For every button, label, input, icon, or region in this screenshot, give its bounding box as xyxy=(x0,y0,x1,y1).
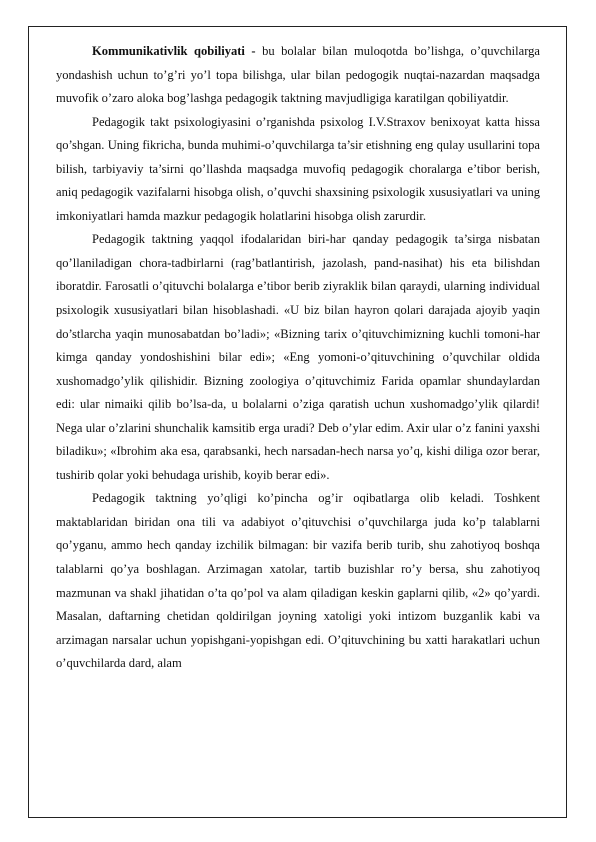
paragraph-tact-expression: Pedagogik taktning yaqqol ifodalaridan biri-har qanday pedagogik ta’sirga nisbatan qo’llaniladigan chora-tadbirlarni (rag’batlantirish, jazolash, pand-nasihat) his eta bilishdan iboratdir. Farosatli o’qituvchi bolalarga e’tibor berib ziyraklik bilan qaraydi, ularning individual psixologik xususiyatlari bilan hisoblashadi. «U biz bilan hayron qolari darajada ajoyib yaqin do’stlarcha yaqin munosabatdan bo’ladi»; «Bizning tarix o’qituvchimizning kuchli tomoni-har kimga qanday yondoshishini bilar edi»; «Eng yomoni-o’qituvchining o’quvchilar oldida xushomadgo’ylik qilishidir. Bizning zoologiya o’qituvchimiz Farida opamlar shundaylardan edi: ular nimaiki qilib bo’lsa-da, u bolalarni o’ziga qaratish uchun xushomadgo’ylik qilardi! Nega ular o’zlarini shunchalik kamsitib erga uradi? Deb o’ylar edim. Axir ular o’z fanini yaxshi biladiku»; «Ibrohim aka esa, qarabsanki, hech narsadan-hech narsa yo’q, kishi diliga ozor berar, tushirib qolar yoki behudaga urishib, koyib berar edi». xyxy=(56,232,540,482)
paragraph-lack-of-tact: Pedagogik taktning yo’qligi ko’pincha og’ir oqibatlarga olib keladi. Toshkent maktablaridan biridan ona tili va adabiyot o’qituvchisi o’quvchilarga juda ko’p talablarni qo’yganu, ammo hech qanday izchilik bilmagan: bir vazifa berib turib, shu zahotiyoq boshqa talablarni qo’ya boshlagan. Arzimagan xatolar, tartib buzishlar ro’y bersa, shu zahotiyoq mazmunan va shakl jihatidan o’ta qo’pol va alam qiladigan keskin gaplarni qilib, «2» qo’yardi. Masalan, daftarning chetidan qoldirilgan joyning xatoligi yoki intizom buzganlik kabi va arzimagan narsalar uchun yopishgani-yopishgan edi. O’qituvchining bu xatti harakatlari uchun o’quvchilarda dard, alam xyxy=(56,491,540,671)
paragraph-text: bu bolalar bilan muloqotda bo’lishga, o’quvchilarga yondashish uchun to’g’ri yo’l topa bilishga, ular bilan pedogogik nuqtai-nazardan maqsadga muvofik o’zaro aloka bog’lashga pedagogik taktning mavjudligiga karatilgan qobiliyatdir. xyxy=(56,44,540,106)
paragraph-communicative-ability xyxy=(56,40,540,111)
paragraph-pedagogical-tact: Pedagogik takt psixologiyasini o’rganishda psixolog I.V.Straxov benixoyat katta hissa qo’shgan. Uning fikricha, bunda muhimi-o’quvchilarga ta’sir etishning eng qulay usullarini topa bilish, tarbiyaviy ta’sirni qo’llashda maqsadga muvofiq pedagogik choralarga e’tibor berish, aniq pedagogik vazifalarni hisobga olish, o’quvchi shaxsining psixologik xususiyatlari va uning imkoniyatlari hamda mazkur pedagogik holatlarini hisobga olish zarurdir. xyxy=(56,114,540,223)
document-body xyxy=(56,40,540,676)
term-heading: Kommunikativlik qobiliyati - xyxy=(92,44,256,58)
